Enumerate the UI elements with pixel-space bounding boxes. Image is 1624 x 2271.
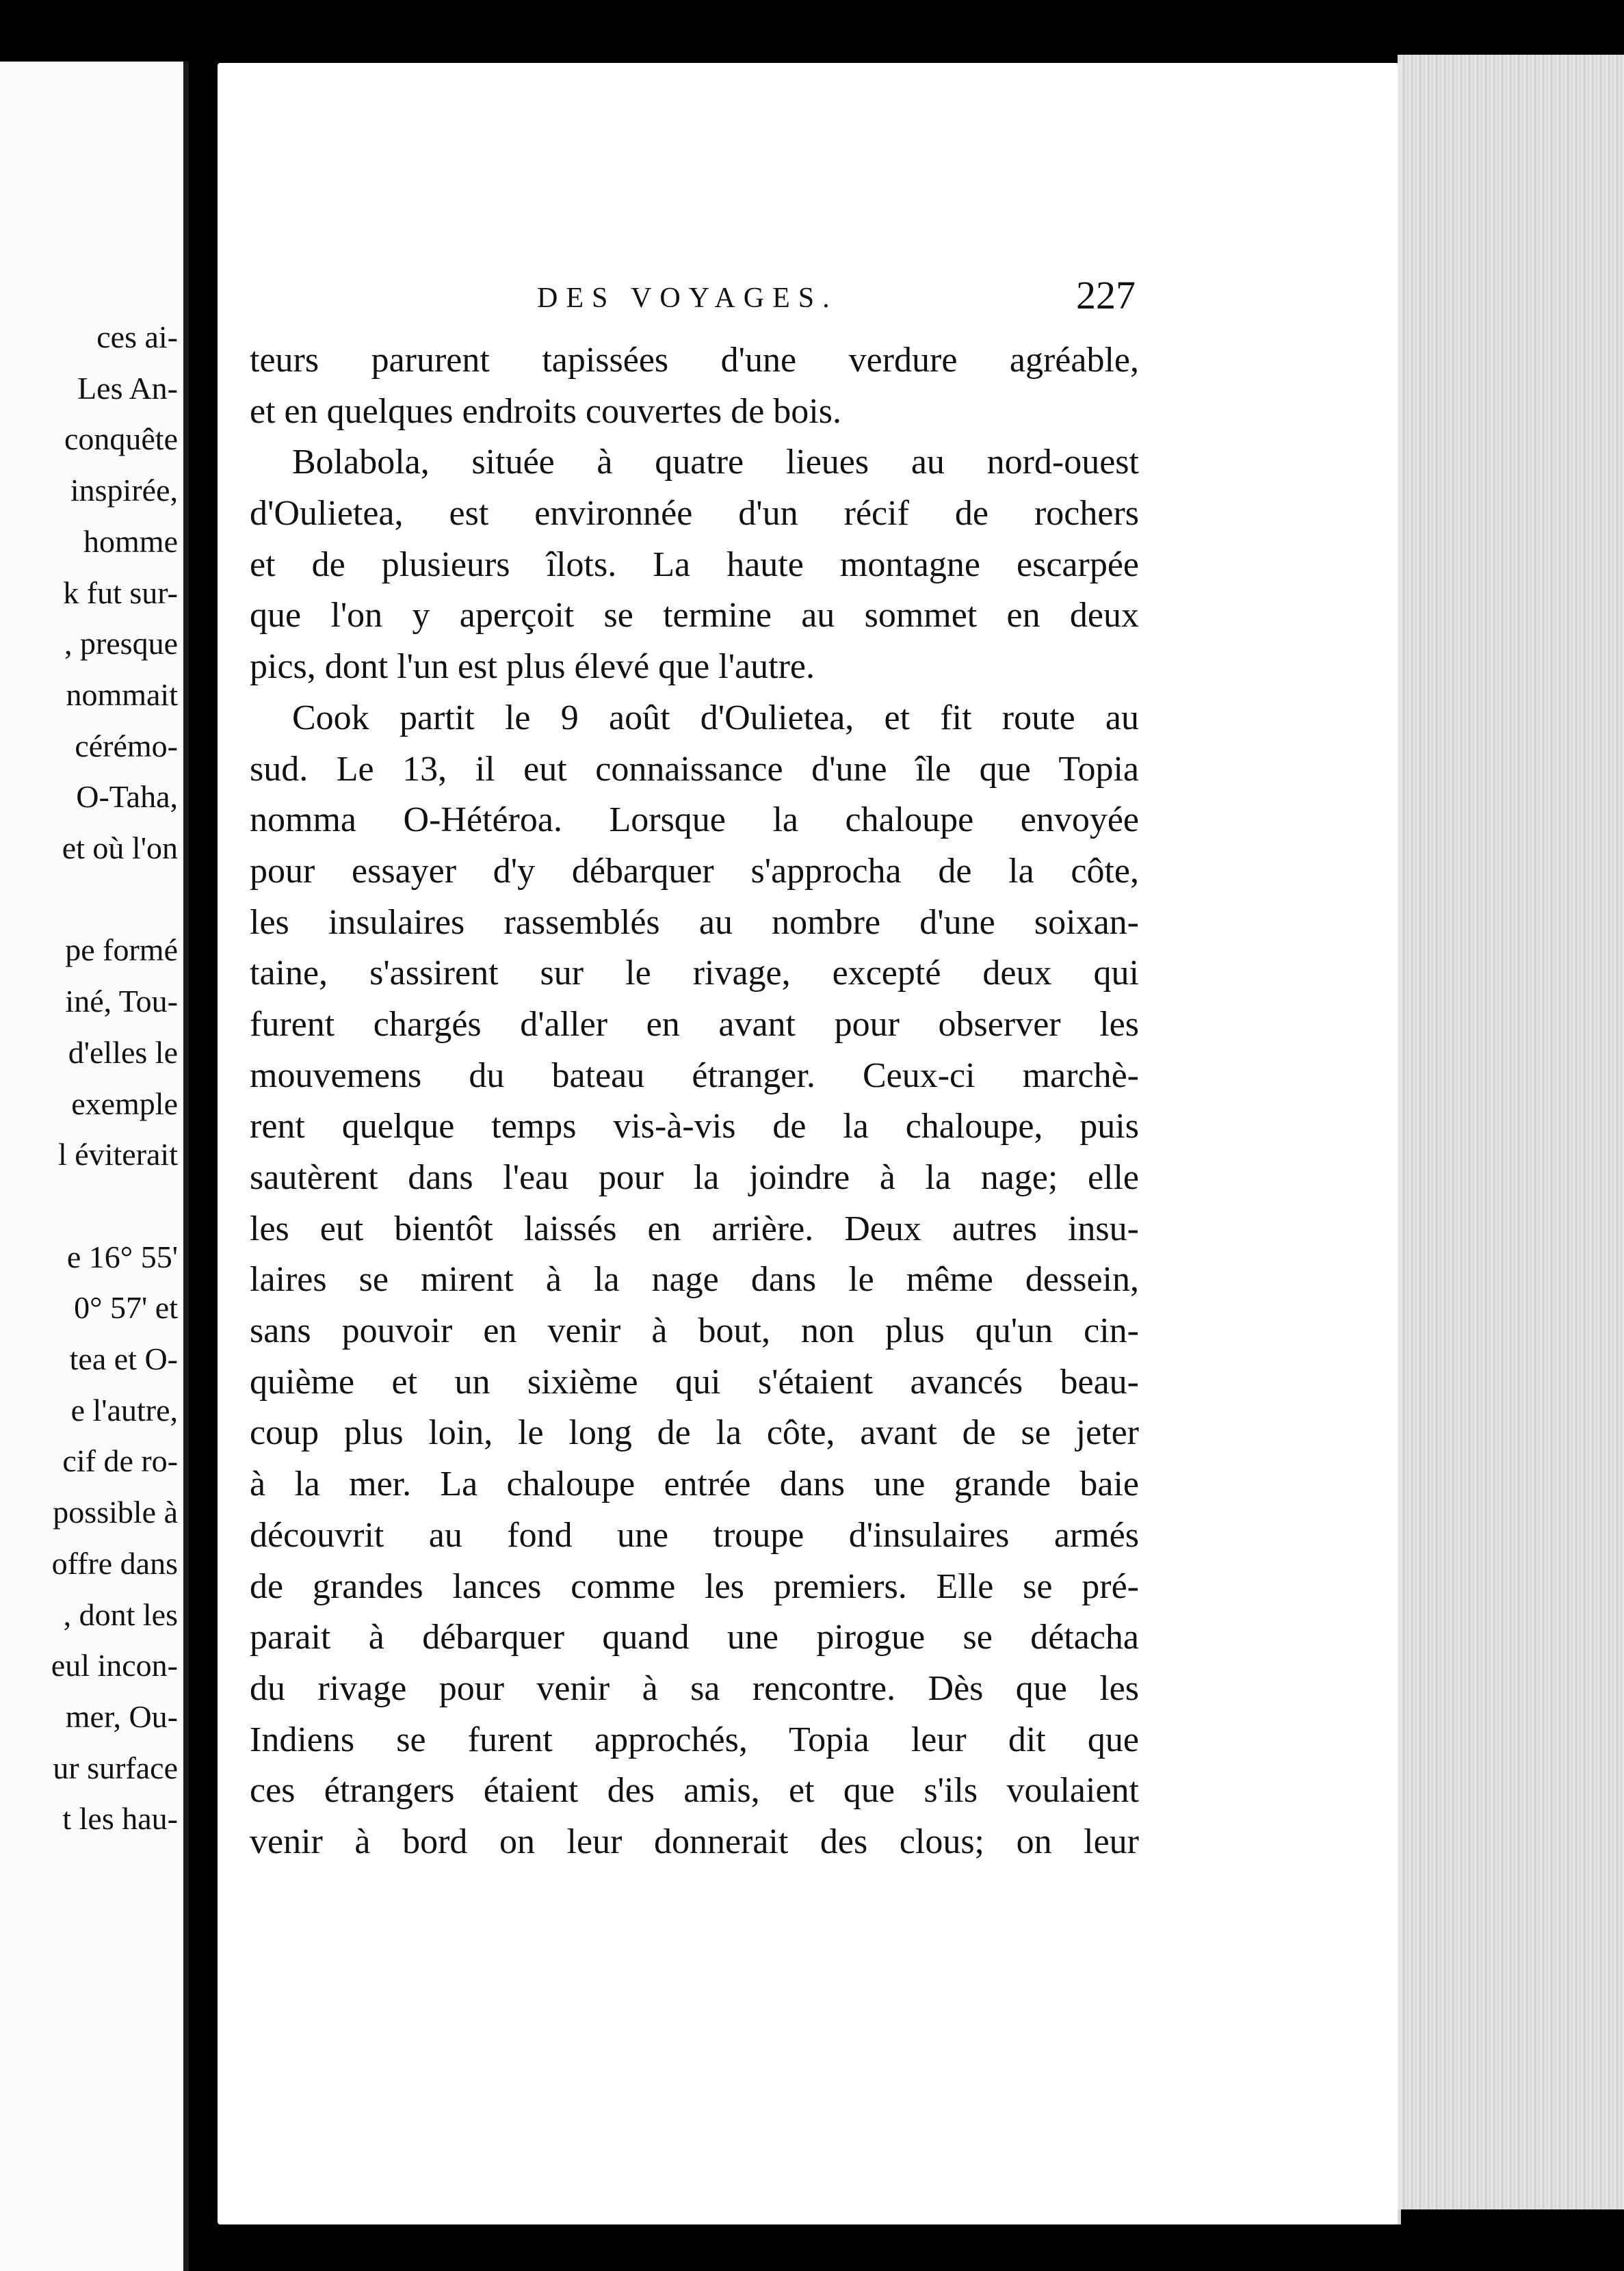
text-line: les eut bientôt laissés en arrière. Deux autres insu-: [250, 1209, 1139, 1248]
previous-page-line: e 16° 55': [66, 1239, 178, 1274]
text-line: sans pouvoir en venir à bout, non plus qu'un cin-: [250, 1311, 1139, 1351]
previous-page-line: 0° 57' et: [74, 1290, 178, 1326]
previous-page-line: homme: [83, 523, 178, 559]
text-line: les insulaires rassemblés au nombre d'une soixan-: [250, 902, 1139, 942]
text-line: quième et un sixième qui s'étaient avancés beau-: [250, 1362, 1139, 1402]
text-line: et de plusieurs îlots. La haute montagne escarpée: [250, 544, 1139, 584]
previous-page-line: eul incon-: [51, 1648, 178, 1683]
text-line: et en quelques endroits couvertes de bois.: [250, 391, 841, 431]
previous-page-line: et où l'on: [62, 830, 178, 865]
previous-page-line: mer, Ou-: [65, 1698, 178, 1734]
previous-page-line: exemple: [71, 1086, 178, 1121]
running-title: DES VOYAGES.: [537, 283, 838, 314]
previous-page-line: ces ai-: [96, 319, 178, 354]
text-line: teurs parurent tapissées d'une verdure agréable,: [250, 341, 1139, 380]
body-text: [250, 335, 1139, 1868]
page-header: [253, 272, 1136, 327]
text-line: ces étrangers étaient des amis, et que s'ils voulaient: [250, 1771, 1139, 1811]
text-line: sautèrent dans l'eau pour la joindre à la nage; elle: [250, 1158, 1139, 1197]
text-line: nomma O-Hétéroa. Lorsque la chaloupe envoyée: [250, 800, 1139, 840]
text-line: furent chargés d'aller en avant pour observer les: [250, 1004, 1139, 1044]
previous-page-line: cérémo-: [75, 728, 178, 763]
previous-page-line: pe formé: [65, 932, 178, 968]
previous-page-line: offre dans: [51, 1545, 178, 1581]
previous-page-line: , dont les: [63, 1597, 178, 1632]
previous-page-line: conquête: [64, 421, 178, 457]
text-line: Indiens se furent approchés, Topia leur dit que: [250, 1720, 1139, 1759]
previous-page-line: tea et O-: [69, 1341, 178, 1376]
previous-page-line: possible à: [53, 1495, 178, 1530]
previous-page-line: , presque: [64, 626, 178, 661]
text-line: venir à bord on leur donnerait des clous; on leur: [250, 1822, 1139, 1861]
previous-page-line: Les An-: [77, 370, 178, 406]
text-line: taine, s'assirent sur le rivage, excepté deux qui: [250, 954, 1139, 993]
text-line: Cook partit le 9 août d'Oulietea, et fit route au: [292, 698, 1139, 737]
previous-page-line: O-Taha,: [76, 779, 178, 815]
previous-page-line: d'elles le: [68, 1034, 178, 1070]
text-line: rent quelque temps vis-à-vis de la chaloupe, puis: [250, 1107, 1139, 1146]
text-line: de grandes lances comme les premiers. Elle se pré-: [250, 1566, 1139, 1606]
text-line: d'Oulietea, est environnée d'un récif de rochers: [250, 494, 1139, 534]
page-edge-stack: [1398, 55, 1624, 2209]
text-line: du rivage pour venir à sa rencontre. Dès que les: [250, 1668, 1139, 1708]
previous-page-line: cif de ro-: [62, 1443, 178, 1479]
page-number: 227: [1076, 273, 1136, 317]
text-line: laires se mirent à la nage dans le même dessein,: [250, 1260, 1139, 1300]
text-line: sud. Le 13, il eut connaissance d'une île que Topia: [250, 749, 1139, 789]
previous-page-line: nommait: [66, 677, 178, 712]
previous-page-line: iné, Tou-: [65, 984, 178, 1019]
text-line: Bolabola, située à quatre lieues au nord-ouest: [292, 443, 1139, 482]
previous-page-line: inspirée,: [70, 473, 178, 508]
previous-page-line: t les hau-: [62, 1801, 178, 1837]
text-line: découvrit au fond une troupe d'insulaires armés: [250, 1515, 1139, 1555]
text-line: pour essayer d'y débarquer s'approcha de la côte,: [250, 851, 1139, 891]
previous-page-line: ur surface: [53, 1750, 178, 1785]
text-line: à la mer. La chaloupe entrée dans une grande baie: [250, 1465, 1139, 1504]
text-line: que l'on y aperçoit se termine au sommet en deux: [250, 596, 1139, 635]
text-line: mouvemens du bateau étranger. Ceux-ci marchè-: [250, 1055, 1139, 1095]
text-line: parait à débarquer quand une pirogue se détacha: [250, 1618, 1139, 1657]
previous-page-line: l éviterait: [58, 1137, 178, 1172]
previous-page-fragment: [0, 62, 189, 2271]
previous-page-line: k fut sur-: [63, 575, 178, 610]
previous-page-line: e l'autre,: [70, 1392, 178, 1428]
text-line: coup plus loin, le long de la côte, avant de se jeter: [250, 1413, 1139, 1453]
text-line: pics, dont l'un est plus élevé que l'autre.: [250, 647, 815, 687]
